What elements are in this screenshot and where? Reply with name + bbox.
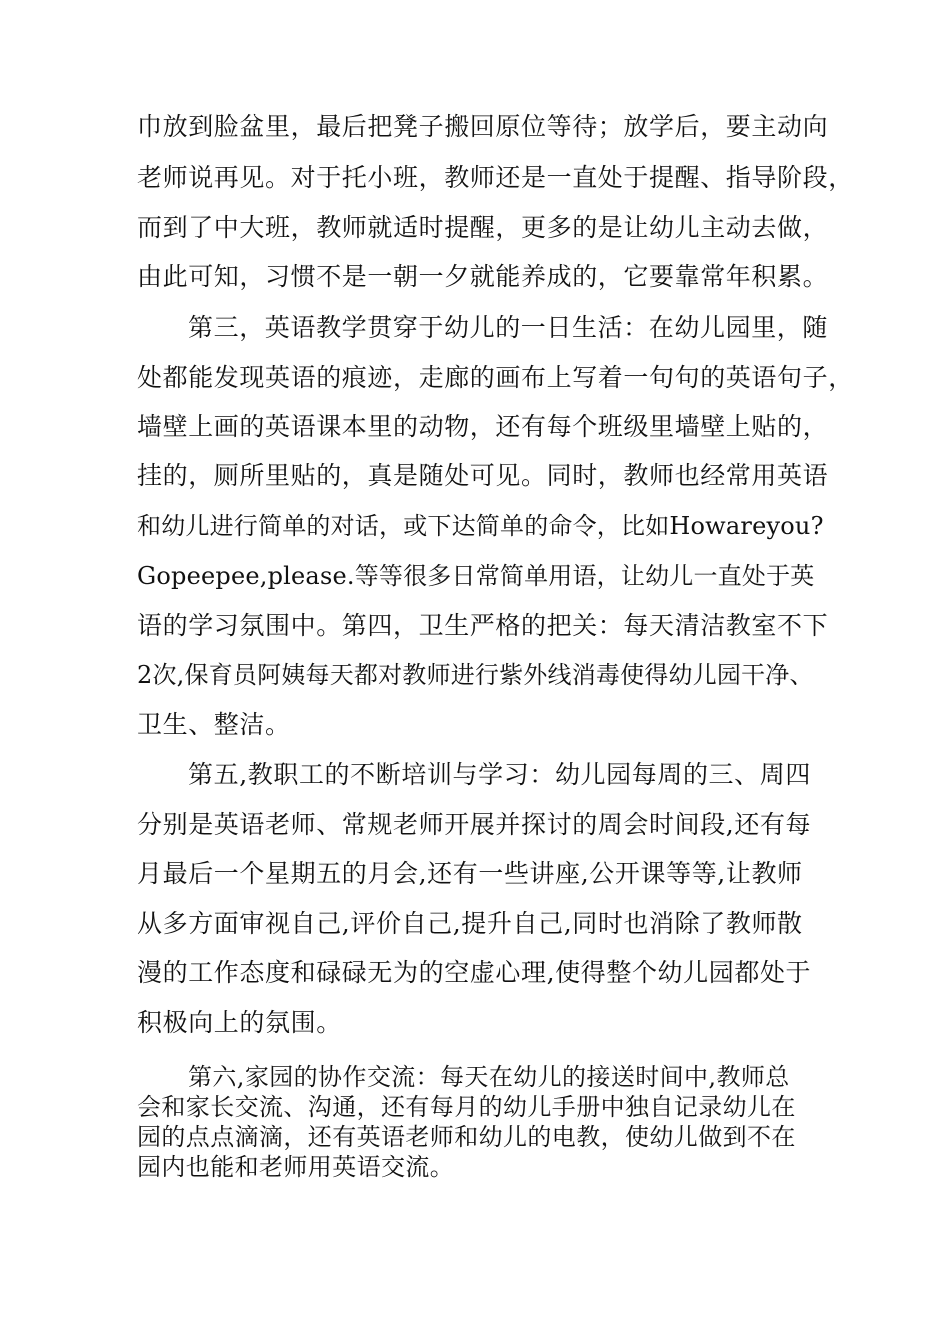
text-line: Gopeepee,please.等等很多日常简单用语，让幼儿一直处于英 bbox=[137, 562, 815, 590]
text-line: 挂的，厕所里贴的，真是随处可见。同时，教师也经常用英语 bbox=[137, 461, 829, 490]
text-line: 处都能发现英语的痕迹，走廊的画布上写着一句句的英语句子， bbox=[137, 363, 854, 392]
text-line: 漫的工作态度和碌碌无为的空虚心理,使得整个幼儿园都处于 bbox=[137, 958, 812, 987]
text-line: 分别是英语老师、常规老师开展并探讨的周会时间段,还有每 bbox=[137, 810, 812, 839]
text-line: 2次,保育员阿姨每天都对教师进行紫外线消毒使得幼儿园干净、 bbox=[137, 661, 814, 689]
text-line: 会和家长交流、沟通，还有每月的幼儿手册中独自记录幼儿在 bbox=[137, 1093, 796, 1121]
text-line: 墙壁上画的英语课本里的动物，还有每个班级里墙壁上贴的， bbox=[137, 412, 829, 441]
text-line: 园的点点滴滴，还有英语老师和幼儿的电教，使幼儿做到不在 bbox=[137, 1123, 796, 1151]
text-line: 老师说再见。对于托小班，教师还是一直处于提醒、指导阶段， bbox=[137, 163, 854, 192]
text-line: 从多方面审视自己,评价自己,提升自己,同时也消除了教师散 bbox=[137, 909, 803, 938]
text-line: 而到了中大班，教师就适时提醒，更多的是让幼儿主动去做， bbox=[137, 213, 829, 242]
text-line: 和幼儿进行简单的对话，或下达简单的命令，比如Howareyou? bbox=[137, 512, 824, 540]
text-line: 由此可知，习惯不是一朝一夕就能养成的，它要靠常年积累。 bbox=[137, 262, 829, 291]
text-line: 第三，英语教学贯穿于幼儿的一日生活：在幼儿园里，随 bbox=[188, 313, 829, 342]
text-line: 语的学习氛围中。第四，卫生严格的把关：每天清洁教室不下 bbox=[137, 611, 829, 640]
text-line: 第六,家园的协作交流：每天在幼儿的接送时间中,教师总 bbox=[188, 1063, 790, 1091]
text-line: 第五,教职工的不断培训与学习：幼儿园每周的三、周四 bbox=[188, 760, 811, 789]
text-line: 月最后一个星期五的月会,还有一些讲座,公开课等等,让教师 bbox=[137, 859, 803, 888]
text-line: 园内也能和老师用英语交流。 bbox=[137, 1153, 455, 1181]
text-line: 卫生、整洁。 bbox=[137, 710, 291, 739]
text-line: 积极向上的氛围。 bbox=[137, 1008, 342, 1037]
text-line: 巾放到脸盆里，最后把凳子搬回原位等待；放学后，要主动向 bbox=[137, 112, 829, 141]
